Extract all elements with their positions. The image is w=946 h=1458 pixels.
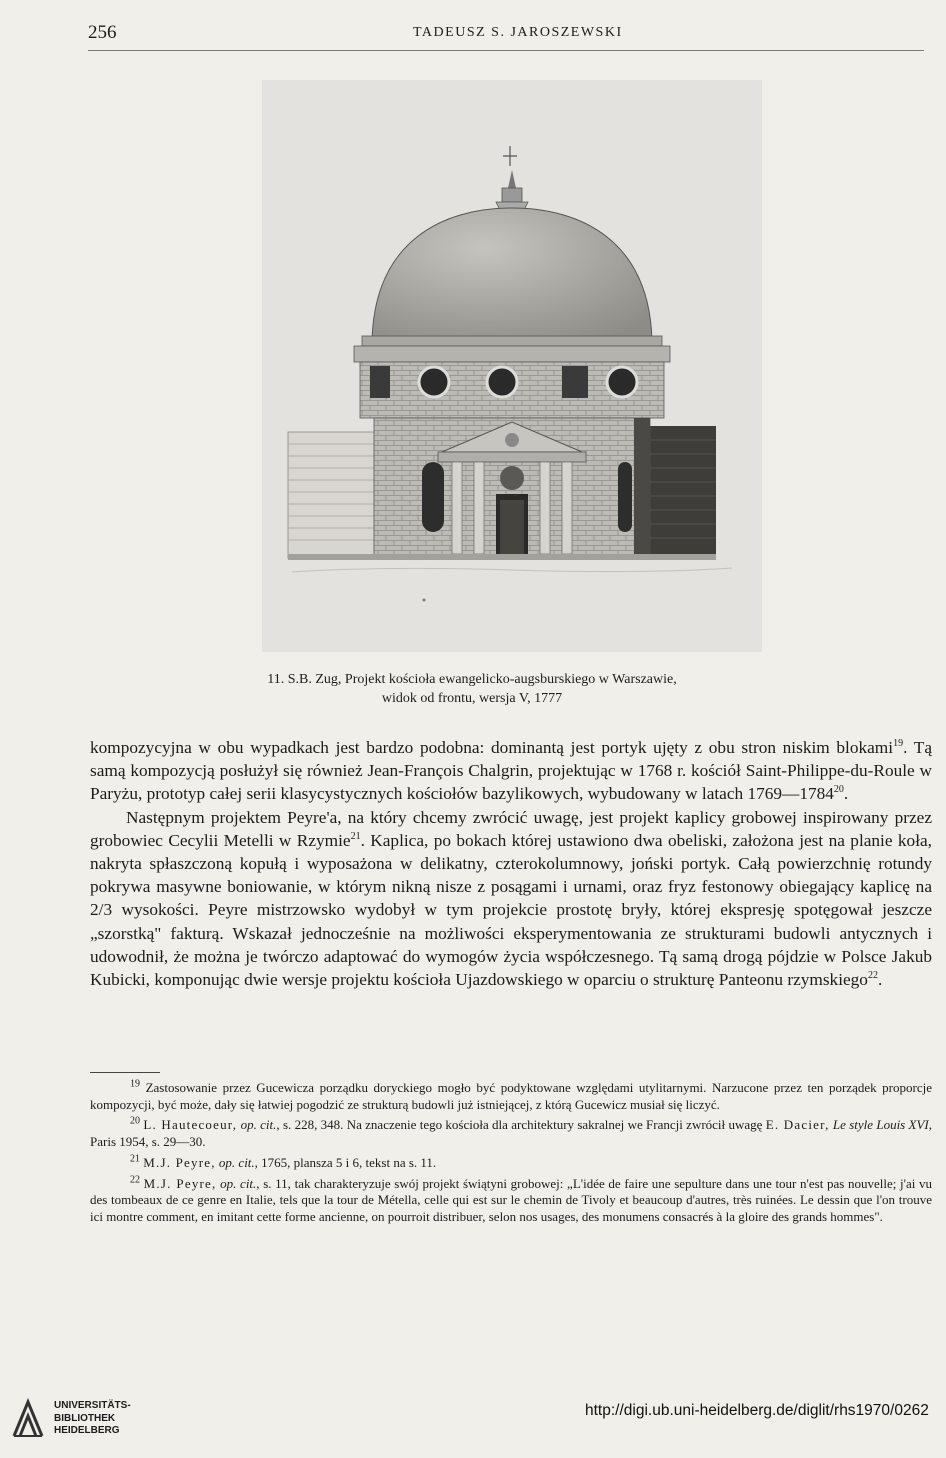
- header-rule: [88, 50, 924, 51]
- footnote-author: M.J. Peyre,: [143, 1154, 216, 1170]
- library-emblem-icon: [10, 1398, 46, 1440]
- footnote-number: 20: [130, 1116, 140, 1128]
- footnote-ref: 19: [893, 738, 904, 750]
- library-name: [54, 1400, 131, 1438]
- page-number: 256: [88, 22, 117, 43]
- source-url[interactable]: http://digi.ub.uni-heidelberg.de/diglit/rhs1970/0262: [585, 1402, 929, 1419]
- text-run: . Tą samą kompozycją posłużył się również Jean-François Chalgrin, projektując w 1768 r. kościół Saint-Philippe-du-Roule w Paryżu, prototyp całej serii klasycystycznych kościołów bazylikowych, wybudowany w latach 1769—1784: [90, 738, 932, 804]
- footnote-author: M.J. Peyre,: [143, 1175, 217, 1191]
- text-run: Następnym projektem Peyre'a, na który chcemy zwrócić uwagę, jest projekt kaplicy grobowej inspirowany przez grobowiec Cecylii Metelli w Rzymie: [90, 807, 932, 850]
- footnote-title: Le style Louis XVI: [832, 1117, 929, 1133]
- footnote-text: , Paris 1954, s. 29—30.: [90, 1117, 933, 1150]
- running-title: TADEUSZ S. JAROSZEWSKI: [413, 25, 623, 40]
- footnote-ref: 20: [833, 784, 844, 796]
- footnotes: [90, 1080, 932, 1230]
- text-run: .: [843, 784, 849, 804]
- figure-drawing: [262, 80, 762, 652]
- text-run: . Kaplica, po bokach której ustawiono dwa obeliski, założona jest na planie koła, nakryta spłaszczoną kopułą i wyposażona w delikatny, czterokolumnowy, joński portyk. Całą powierzchnię rotundy pokrywa masywne boniowanie, w którym nikną nisze z posągami i urnami, oraz fryz festonowy obiegający kaplicę na 2/3 wysokości. Peyre mistrzowsko wydobył w tym projekcie prostotę bryły, której ekspresję spotęgował jeszcze „szorstką" fakturą. Wskazał jednocześnie na możliwości eksperymentowania ze strukturami budowli antycznych i udowodnił, że można je twórczo adaptować do wymogów życia współczesnego. Tą samą drogą pójdzie w Polsce Jakub Kubicki, komponując dwie wersje projektu kościoła Ujazdowskiego w oparciu o strukturę Panteonu rzymskiego: [90, 830, 932, 990]
- footnote-22: [90, 1176, 932, 1226]
- page-header: [88, 22, 932, 50]
- library-logo: [10, 1398, 140, 1446]
- figure-caption: [150, 670, 794, 708]
- footnote-ref: 21: [350, 831, 361, 843]
- footnote-opcit: op. cit.: [218, 1154, 255, 1170]
- church-elevation-drawing: [262, 80, 762, 652]
- paragraph: [90, 806, 932, 992]
- footnote-rule: [90, 1072, 160, 1073]
- text-run: .: [877, 970, 883, 990]
- library-name-line: UNIVERSITÄTS-: [54, 1400, 131, 1411]
- footnote-20: [90, 1117, 932, 1150]
- footnote-opcit: op. cit.: [240, 1117, 277, 1133]
- footnote-opcit: op. cit.: [220, 1175, 257, 1191]
- footnote-text: Zastosowanie przez Gucewicza porządku doryckiego mogło być podyktowane względami utylitarnymi. Narzucone przez ten porządek proporcje kompozycji, być może, dały się łatwiej pogodzić ze strukturą budowli już istniejącej, z którą Gucewicz musiał się liczyć.: [90, 1080, 932, 1112]
- footnote-author: E. Dacier,: [765, 1117, 830, 1133]
- text-run: kompozycyjna w obu wypadkach jest bardzo podobna: dominantą jest portyk ujęty z obu stron niskim blokami: [90, 738, 894, 757]
- caption-line-1: 11. S.B. Zug, Projekt kościoła ewangelicko-augsburskiego w Warszawie,: [267, 672, 677, 687]
- paragraph: [90, 736, 932, 806]
- footnote-number: 19: [130, 1078, 140, 1090]
- footnote-text: , s. 11, tak charakteryzuje swój projekt świątyni grobowej: „L'idée de faire une sepulture dans une tour n'est pas nouvelle; j'ai vu des tombeaux de ce genre en Italie, tels que la tour de Métella, celle qui est sur le chemin de Tivoly et beaucoup d'autres, très ruinées. Le dessin que l'on trouve ici montre comment, en imitant cette forme ancienne, on pourroit distribuer, selon nos usages, des monumens consacrés à la gloire des grands hommes".: [90, 1175, 932, 1224]
- footnote-number: 22: [130, 1174, 140, 1186]
- body-text: [90, 736, 932, 991]
- footnote-author: L. Hautecoeur,: [143, 1117, 238, 1133]
- footnote-ref: 22: [867, 970, 878, 982]
- library-name-line: BIBLIOTHEK: [54, 1412, 116, 1424]
- library-name-line: HEIDELBERG: [54, 1425, 120, 1436]
- caption-line-2: widok od frontu, wersja V, 1777: [381, 691, 563, 706]
- footnote-number: 21: [130, 1153, 140, 1165]
- footnote-21: [90, 1155, 932, 1172]
- footnote-19: [90, 1080, 932, 1113]
- footnote-text: , s. 228, 348. Na znaczenie tego kościoła dla architektury sakralnej we Francji zwrócił uwagę: [276, 1117, 763, 1133]
- footnote-text: , 1765, plansza 5 i 6, tekst na s. 11.: [254, 1154, 437, 1170]
